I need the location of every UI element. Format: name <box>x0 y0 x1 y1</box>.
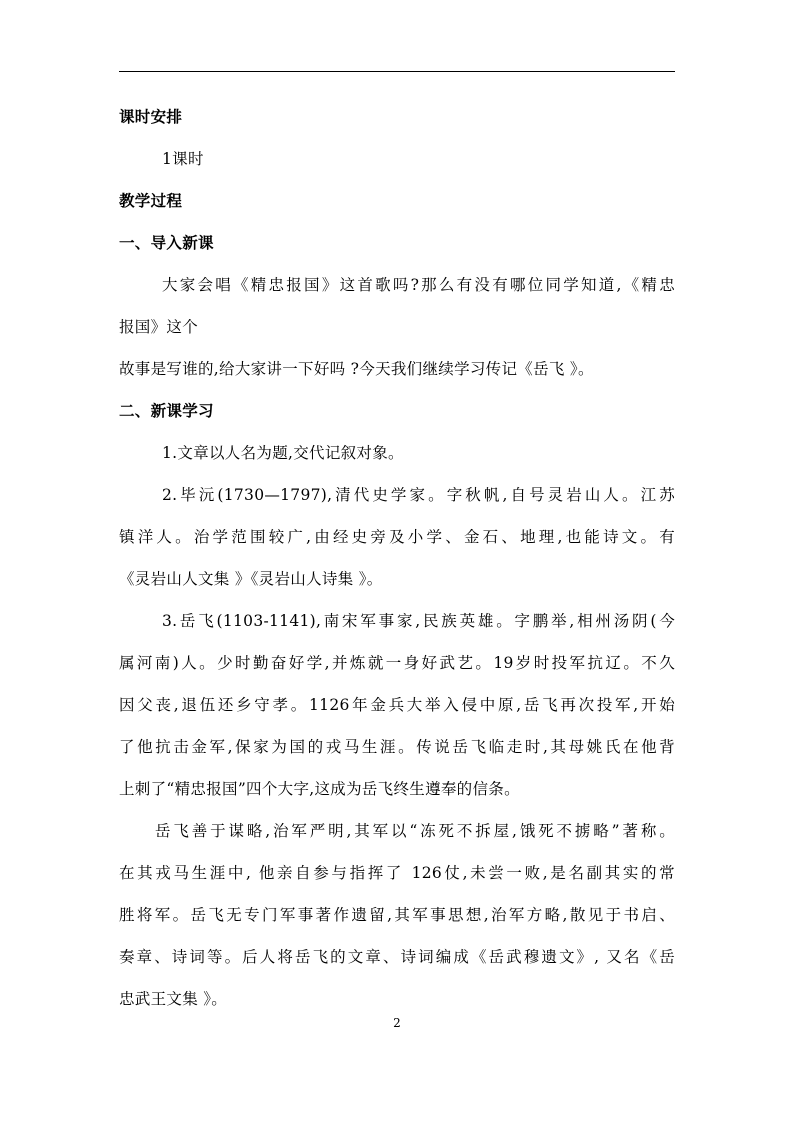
paragraph-line: 胜将军。岳飞无专门军事著作遗留,其军事思想,治军方略,散见于书启、 <box>119 906 675 924</box>
paragraph-line: 报国》这个 <box>119 318 199 336</box>
paragraph-line: 1课时 <box>162 150 204 168</box>
paragraph-line: 因父丧,退伍还乡守孝。1126年金兵大举入侵中原,岳飞再次投军,开始 <box>119 696 675 714</box>
header-rule <box>119 71 675 72</box>
paragraph-line: 2.毕沅(1730—1797),清代史学家。字秋帆,自号灵岩山人。江苏 <box>162 486 675 504</box>
paragraph-line: 奏章、诗词等。后人将岳飞的文章、诗词编成《岳武穆遗文》, 又名《岳 <box>119 948 675 966</box>
paragraph-line: 大家会唱《精忠报国》这首歌吗?那么有没有哪位同学知道,《精忠 <box>162 276 675 294</box>
paragraph-line: 忠武王文集 》。 <box>119 990 228 1008</box>
paragraph-line: 了他抗击金军,保家为国的戎马生涯。传说岳飞临走时,其母姚氏在他背 <box>119 738 675 756</box>
paragraph-line: 镇洋人。治学范围较广,由经史旁及小学、金石、地理,也能诗文。有 <box>119 528 675 546</box>
document-body <box>119 96 675 1020</box>
paragraph-line: 1.文章以人名为题,交代记叙对象。 <box>162 444 404 462</box>
heading-new-lesson: 二、新课学习 <box>119 402 214 420</box>
paragraph-line: 在其戎马生涯中, 他亲自参与指挥了 126仗,未尝一败,是名副其实的常 <box>119 864 675 882</box>
heading-process: 教学过程 <box>119 192 183 210</box>
paragraph-line: 故事是写谁的,给大家讲一下好吗 ?今天我们继续学习传记《岳飞 》。 <box>119 360 594 378</box>
heading-intro: 一、导入新课 <box>119 234 214 252</box>
paragraph-line: 3.岳飞(1103-1141),南宋军事家,民族英雄。字鹏举,相州汤阴(今 <box>162 612 675 630</box>
paragraph-line: 属河南)人。少时勤奋好学,并炼就一身好武艺。19岁时投军抗辽。不久 <box>119 654 675 672</box>
paragraph-line: 《灵岩山人文集 》《灵岩山人诗集 》。 <box>119 570 383 588</box>
paragraph-line: 上刺了“精忠报国”四个大字,这成为岳飞终生遵奉的信条。 <box>119 780 520 798</box>
page-number: 2 <box>393 1016 401 1030</box>
heading-schedule: 课时安排 <box>119 108 183 126</box>
paragraph-line: 岳飞善于谋略,治军严明,其军以“冻死不拆屋,饿死不掳略”著称。 <box>155 822 675 840</box>
